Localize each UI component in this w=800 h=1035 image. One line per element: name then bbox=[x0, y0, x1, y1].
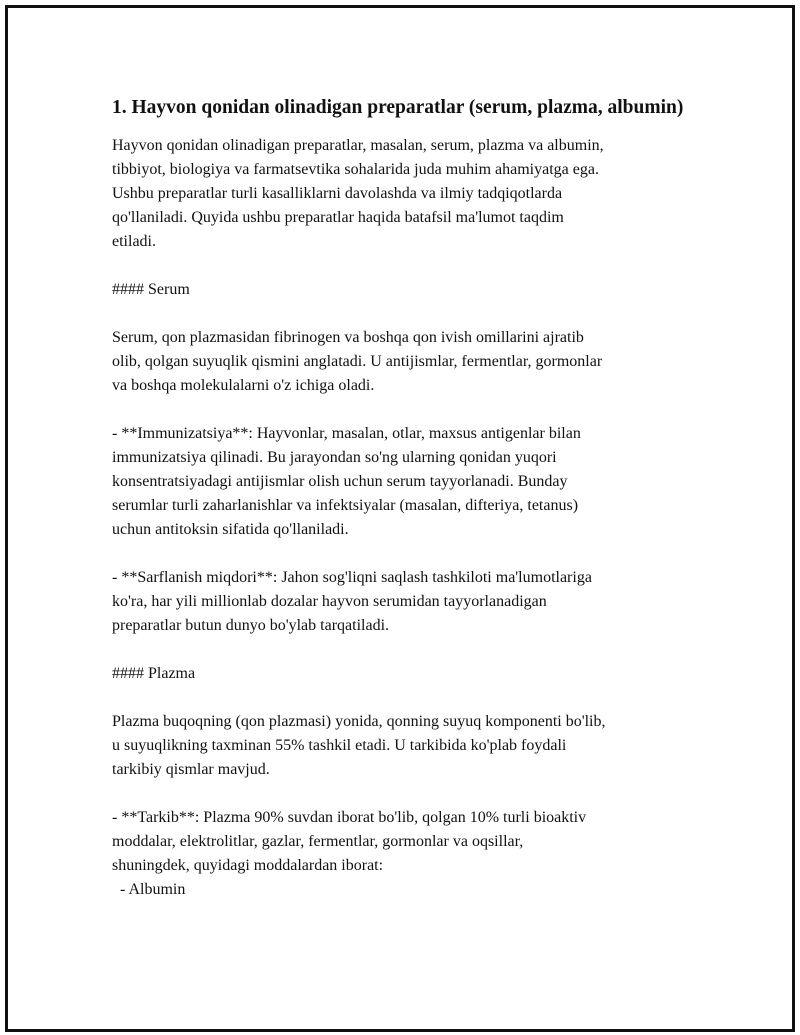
plazma-subheading: #### Plazma bbox=[112, 665, 196, 682]
serum-list-item-usage: - **Sarflanish miqdori**: Jahon sog'liqni saqlash tashkiloti ma'lumotlariga ko'ra, har yili millionlab dozalar hayvon serumidan tayyorlanadigan preparatlar butun dunyo bo'ylab tarqatiladi. bbox=[112, 569, 592, 634]
serum-list-item-immunization: - **Immunizatsiya**: Hayvonlar, masalan, otlar, maxsus antigenlar bilan immunizatsiya qilinadi. Bu jarayondan so'ng ularning qonidan yuqori konsentratsiyadagi antijismlar olish uchun serum tayyorlanadi. Bunday serumlar turli zaharlanishlar va infektsiyalar (masalan, difteriya, tetanus) uchun antitoksin sifatida qo'llaniladi. bbox=[112, 425, 581, 538]
plazma-paragraph: Plazma buqoqning (qon plazmasi) yonida, qonning suyuq komponenti bo'lib, u suyuqlikning taxminan 55% tashkil etadi. U tarkibida ko'plab foydali tarkibiy qismlar mavjud. bbox=[112, 713, 606, 778]
intro-paragraph: Hayvon qonidan olinadigan preparatlar, masalan, serum, plazma va albumin, tibbiyot, biologiya va farmatsevtika sohalarida juda muhim ahamiyatga ega. Ushbu preparatlar turli kasalliklarni davolashda va ilmiy tadqiqotlarda qo'llaniladi. Quyida ushbu preparatlar haqida batafsil ma'lumot taqdim etiladi. bbox=[112, 137, 604, 250]
document-body bbox=[112, 94, 712, 902]
section-heading: 1. Hayvon qonidan olinadigan preparatlar (serum, plazma, albumin) bbox=[112, 97, 684, 118]
plazma-list-item-composition: - **Tarkib**: Plazma 90% suvdan iborat bo'lib, qolgan 10% turli bioaktiv moddalar, elektrolitlar, gazlar, fermentlar, gormonlar va oqsillar, shuningdek, quyidagi moddalardan iborat: - Albumin bbox=[112, 809, 587, 898]
serum-paragraph: Serum, qon plazmasidan fibrinogen va boshqa qon ivish omillarini ajratib olib, qolgan suyuqlik qismini anglatadi. U antijismlar, fermentlar, gormonlar va boshqa molekulalarni o'z ichiga oladi. bbox=[112, 329, 603, 394]
serum-subheading: #### Serum bbox=[112, 281, 190, 298]
